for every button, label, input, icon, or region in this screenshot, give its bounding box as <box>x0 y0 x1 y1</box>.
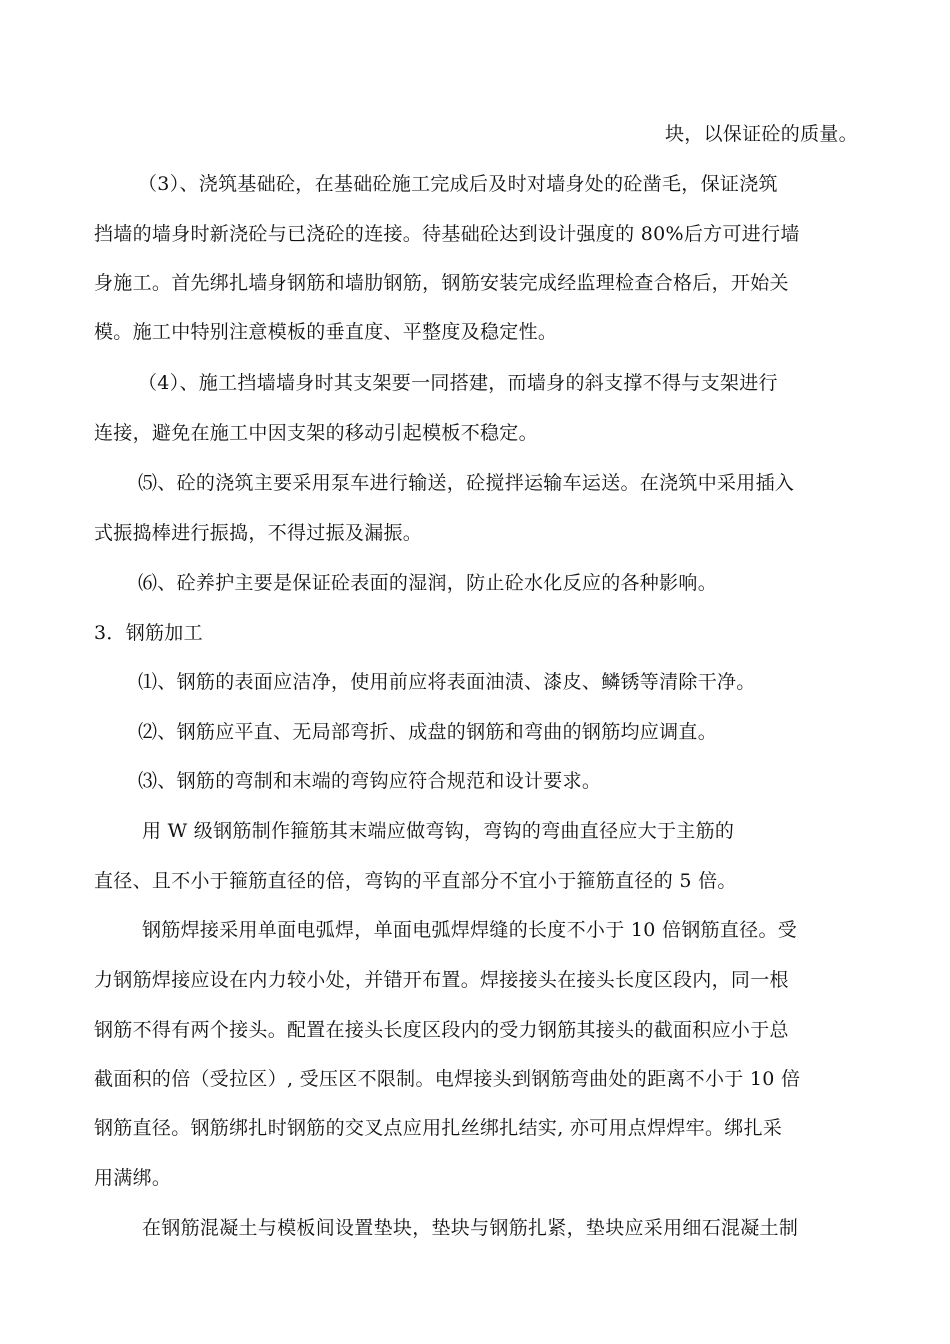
text-line: 用满绑。 <box>94 1167 172 1189</box>
text-line: ⑶、钢筋的弯制和末端的弯钩应符合规范和设计要求。 <box>138 770 602 792</box>
section-heading: 3．钢筋加工 <box>94 622 203 644</box>
text-line: （3）、浇筑基础砼，在基础砼施工完成后及时对墙身处的砼凿毛，保证浇筑 <box>138 173 778 195</box>
text-line: 钢筋不得有两个接头。配置在接头长度区段内的受力钢筋其接头的截面积应小于总 <box>94 1019 789 1041</box>
text-line: 钢筋直径。钢筋绑扎时钢筋的交叉点应用扎丝绑扎结实, 亦可用点焊焊牢。绑扎采 <box>94 1117 783 1139</box>
text-line: 块，以保证砼的质量。 <box>664 123 858 145</box>
text-line: 截面积的倍（受拉区）, 受压区不限制。电焊接头到钢筋弯曲处的距离不小于 10 倍 <box>94 1068 801 1090</box>
text-line: 身施工。首先绑扎墙身钢筋和墙肋钢筋，钢筋安装完成经监理检查合格后，开始关 <box>94 272 789 294</box>
text-line: （4）、施工挡墙墙身时其支架要一同搭建，而墙身的斜支撑不得与支架进行 <box>138 372 778 394</box>
text-line: ⑹、砼养护主要是保证砼表面的湿润，防止砼水化反应的各种影响。 <box>138 572 718 594</box>
text-line: 直径、且不小于箍筋直径的倍，弯钩的平直部分不宜小于箍筋直径的 5 倍。 <box>94 870 737 892</box>
text-line: 式振捣棒进行振捣，不得过振及漏振。 <box>94 522 423 544</box>
text-line: ⑵、钢筋应平直、无局部弯折、成盘的钢筋和弯曲的钢筋均应调直。 <box>138 721 718 743</box>
text-line: 模。施工中特别注意模板的垂直度、平整度及稳定性。 <box>94 321 558 343</box>
text-line: 挡墙的墙身时新浇砼与已浇砼的连接。待基础砼达到设计强度的 80%后方可进行墙 <box>94 223 800 245</box>
text-line: 钢筋焊接采用单面电弧焊，单面电弧焊焊缝的长度不小于 10 倍钢筋直径。受 <box>142 919 798 941</box>
text-line: 用 W 级钢筋制作箍筋其末端应做弯钩，弯钩的弯曲直径应大于主筋的 <box>142 820 735 842</box>
text-line: 在钢筋混凝土与模板间设置垫块，垫块与钢筋扎紧，垫块应采用细石混凝土制 <box>142 1217 799 1239</box>
text-line: 力钢筋焊接应设在内力较小处，并错开布置。焊接接头在接头长度区段内，同一根 <box>94 969 789 991</box>
text-line: 连接，避免在施工中因支架的移动引起模板不稳定。 <box>94 422 538 444</box>
text-line: ⑴、钢筋的表面应洁净，使用前应将表面油渍、漆皮、鳞锈等清除干净。 <box>138 671 756 693</box>
text-line: ⑸、砼的浇筑主要采用泵车进行输送，砼搅拌运输车运送。在浇筑中采用插入 <box>138 472 795 494</box>
